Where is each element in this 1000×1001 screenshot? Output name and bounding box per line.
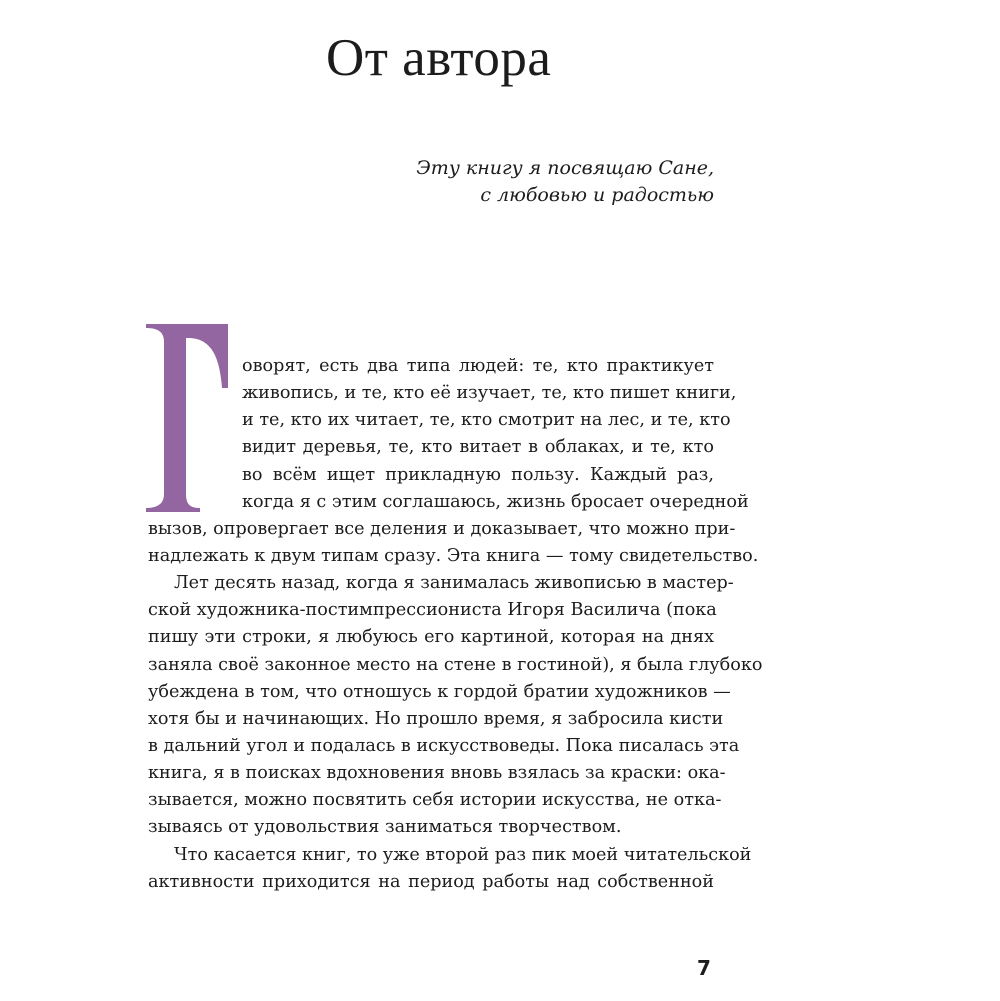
text-line: видит деревья, те, кто витает в облаках, и те, кто [242,437,714,458]
text-line: заняла своё законное место на стене в гостиной), я была глубоко [148,654,763,675]
text-line: ской художника-постимпрессиониста Игоря Василича (пока [148,600,717,621]
dedication [416,155,714,209]
dedication-line: с любовью и радостью [480,184,714,206]
text-line: Что касается книг, то уже второй раз пик моей читательской [174,844,752,865]
text-line: зывается, можно посвятить себя истории искусства, не отка- [148,790,722,811]
text-line: хотя бы и начинающих. Но прошло время, я забросила кисти [148,708,724,729]
body-text [148,353,763,896]
text-line: живопись, и те, кто её изучает, те, кто пишет книги, [242,383,737,404]
paragraph-3 [148,842,752,896]
text-line: пишу эти строки, я любуюсь его картиной, которая на днях [148,627,714,648]
text-line: убеждена в том, что отношусь к гордой братии художников — [148,681,731,702]
text-line: вызов, опровергает все деления и доказывает, что можно при- [148,518,736,539]
paragraph-2 [148,570,763,841]
paragraph-1 [148,353,759,570]
text-line: активности приходится на период работы над собственной [148,871,714,892]
text-line: и те, кто их читает, те, кто смотрит на лес, и те, кто [242,410,731,431]
text-line: когда я с этим соглашаюсь, жизнь бросает очередной [242,491,749,512]
text-line: зываясь от удовольствия заниматься творчеством. [148,817,622,838]
text-line: оворят, есть два типа людей: те, кто практикует [242,356,714,376]
text-line: надлежать к двум типам сразу. Эта книга — тому свидетельство. [148,545,759,566]
page-number: 7 [697,956,711,980]
text-line: Лет десять назад, когда я занималась живописью в мастер- [174,573,734,594]
text-line: во всём ищет прикладную пользу. Каждый раз, [242,464,714,485]
text-line: книга, я в поисках вдохновения вновь взялась за краски: ока- [148,763,726,784]
dedication-line: Эту книгу я посвящаю Сане, [416,157,714,179]
page-title: От автора [326,29,552,87]
text-line: в дальний угол и подалась в искусствоведы. Пока писалась эта [148,735,740,756]
